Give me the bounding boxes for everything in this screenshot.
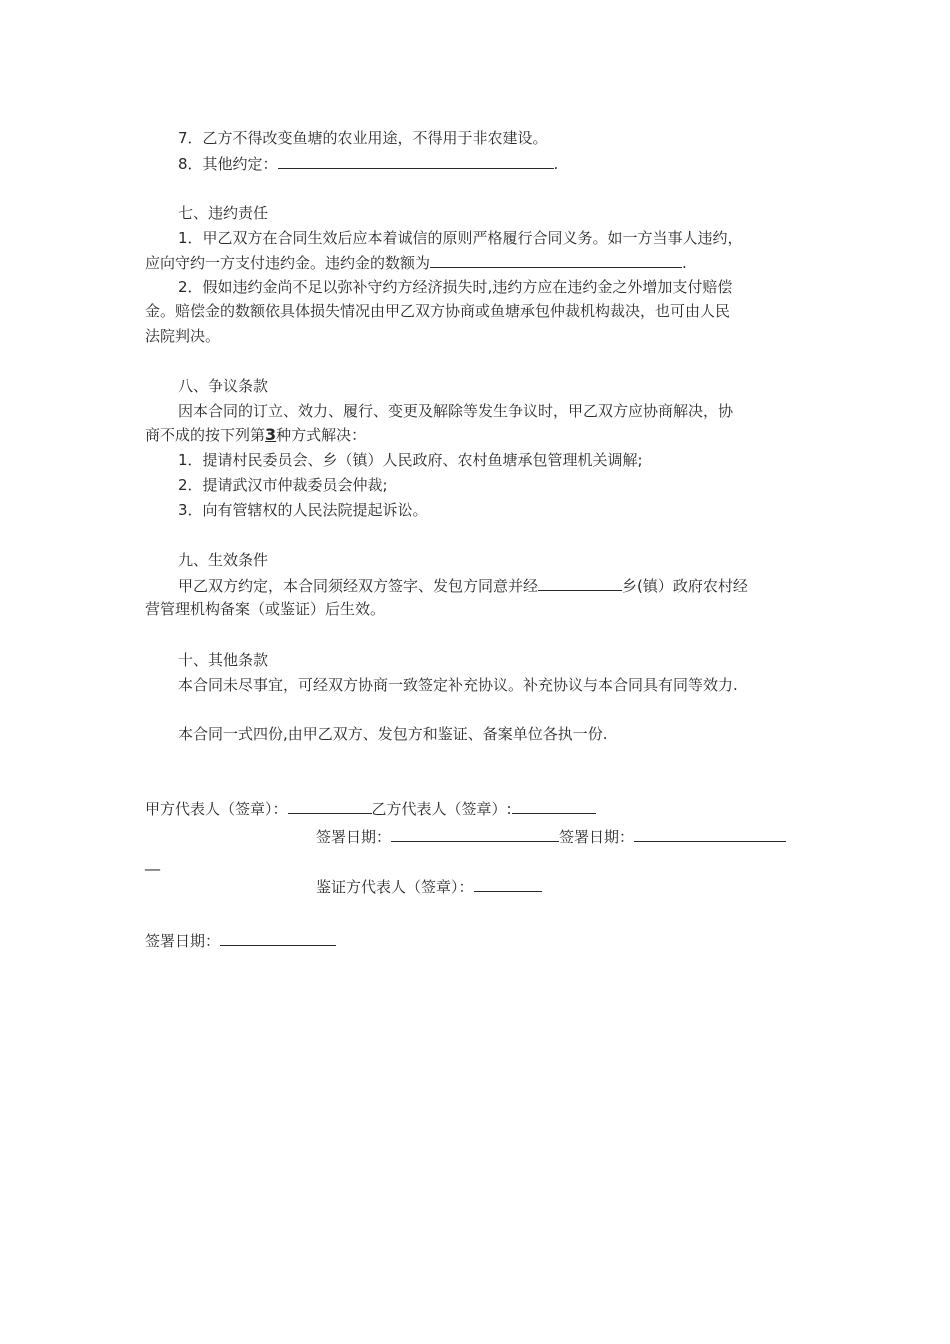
clause-10-line1: 本合同未尽事宜，可经双方协商一致签定补充协议。补充协议与本合同具有同等效力. (178, 676, 738, 694)
clause-7-2-line2: 金。赔偿金的数额依具体损失情况由甲乙双方协商或鱼塘承包仲裁机构裁决，也可由人民 (145, 302, 731, 320)
signature-row-witness-date: 签署日期： (145, 930, 336, 952)
dispute-method-choice[interactable]: 3 (265, 425, 277, 444)
clause-6-7: 7．乙方不得改变鱼塘的农业用途，不得用于非农建设。 (178, 129, 548, 147)
signature-row-dates: 签署日期： 签署日期： (316, 826, 786, 848)
clause-8-option-2: 2．提请武汉市仲裁委员会仲裁; (178, 476, 388, 494)
party-a-date-blank[interactable] (391, 826, 559, 842)
party-a-signature-blank[interactable] (288, 798, 372, 814)
witness-signature-blank[interactable] (474, 876, 542, 892)
clause-8-intro-line2: 商不成的按下列第3种方式解决： (145, 425, 367, 444)
clause-7-2-line3: 法院判决。 (145, 327, 221, 345)
clause-8-option-3: 3．向有管辖权的人民法院提起诉讼。 (178, 501, 428, 519)
section-9-title: 九、生效条件 (178, 551, 269, 569)
clause-7-1-line1: 1．甲乙双方在合同生效后应本着诚信的原则严格履行合同义务。如一方当事人违约， (178, 229, 743, 247)
wrapped-underline: __ (145, 853, 160, 871)
clause-8-intro-line1: 因本合同的订立、效力、履行、变更及解除等发生争议时，甲乙双方应协商解决，协 (178, 402, 734, 420)
other-terms-blank[interactable] (278, 153, 554, 169)
signature-row-witness: 鉴证方代表人（签章）： (316, 876, 542, 898)
township-blank[interactable] (538, 575, 622, 591)
clause-9-line2: 营管理机构备案（或鉴证）后生效。 (145, 600, 386, 618)
copies-clause: 本合同一式四份,由甲乙双方、发包方和鉴证、备案单位各执一份. (178, 725, 608, 743)
witness-date-blank[interactable] (220, 930, 336, 946)
clause-6-8: 8．其他约定： . (178, 155, 559, 173)
penalty-amount-blank[interactable] (430, 252, 682, 268)
party-b-signature-blank[interactable] (512, 798, 596, 814)
section-7-title: 七、违约责任 (178, 204, 269, 222)
clause-8-option-1: 1．提请村民委员会、乡（镇）人民政府、农村鱼塘承包管理机关调解; (178, 451, 643, 469)
clause-7-1-line2: 应向守约一方支付违约金。违约金的数额为 . (145, 254, 687, 272)
signature-row-parties: 甲方代表人（签章）： 乙方代表人（签章）: (145, 798, 596, 820)
clause-9-line1: 甲乙双方约定，本合同须经双方签字、发包方同意并经 乡(镇）政府农村经 (178, 577, 748, 595)
section-8-title: 八、争议条款 (178, 377, 269, 395)
party-b-date-blank[interactable] (634, 826, 786, 842)
section-10-title: 十、其他条款 (178, 651, 269, 669)
clause-7-2-line1: 2．假如违约金尚不足以弥补守约方经济损失时,违约方应在违约金之外增加支付赔偿 (178, 278, 733, 296)
